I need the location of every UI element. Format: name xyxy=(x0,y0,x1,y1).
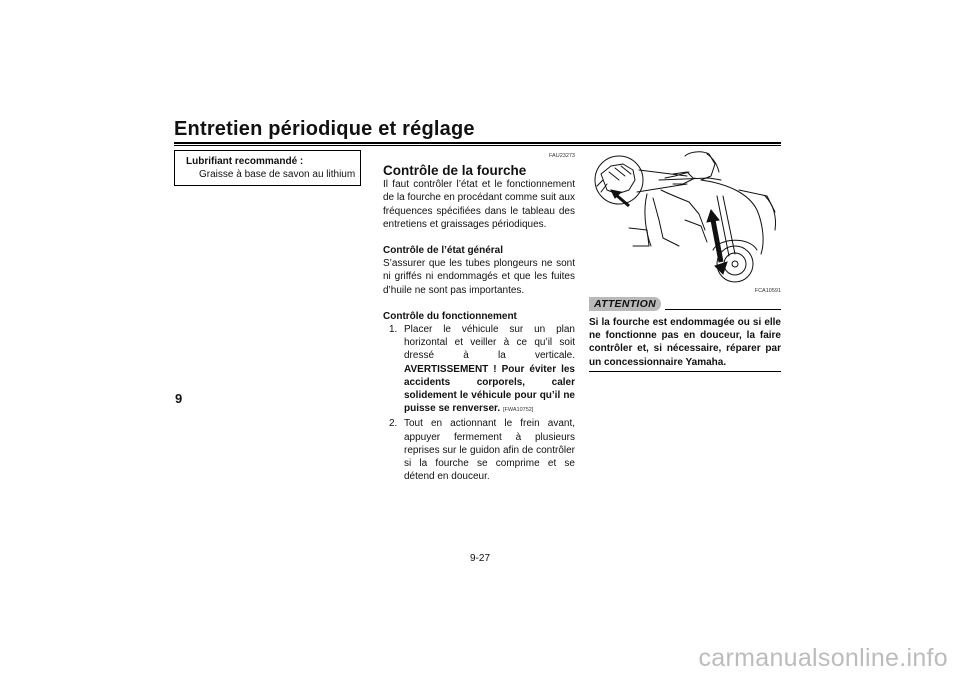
header-rule-thin xyxy=(174,145,781,146)
attention-text: Si la fourche est endommagée ou si elle ne fonctionne pas en douceur, la faire contrôler et, si nécessaire, réparer par un concessionnaire Yamaha. xyxy=(589,317,781,368)
header-rule xyxy=(174,142,781,144)
section-title: Contrôle de la fourche xyxy=(383,163,527,179)
lubricant-label: Lubrifiant recommandé : xyxy=(186,156,304,167)
step-2 xyxy=(383,417,575,483)
page-title: Entretien périodique et réglage xyxy=(174,118,475,140)
attention-end-rule xyxy=(589,371,781,372)
section-fork xyxy=(383,150,575,483)
lubricant-box xyxy=(174,150,361,186)
step-1 xyxy=(383,323,575,417)
section-intro: Il faut contrôler l’état et le fonctionnement de la fourche en procédant comme suit aux fréquences spécifiées dans le tableau des entretiens et graissages périodiques. xyxy=(383,179,575,230)
step-1-warning-code: [FWA10752] xyxy=(502,407,534,414)
step-2-number: 2. xyxy=(389,418,398,430)
attention-badge: ATTENTION xyxy=(589,297,661,311)
step-2-text: Tout en actionnant le frein avant, appuyer fermement à plusieurs reprises sur le guidon afin de contrôler si la fourche se comprime et se détend en douceur. xyxy=(404,418,575,483)
step-1-text: Placer le véhicule sur un plan horizontal et veiller à ce qu’il soit dressé à la verticale. xyxy=(404,324,575,362)
general-check-text: S’assurer que les tubes plongeurs ne sont ni griffés ni endommagés et que les fuites d’huile ne sont pas importantes. xyxy=(383,258,575,296)
page-number: 9-27 xyxy=(469,553,490,564)
attention-header xyxy=(589,297,781,311)
chapter-tab: 9 xyxy=(175,391,183,406)
watermark: carmanualsonline.info xyxy=(698,644,948,672)
section-code: FAU23273 xyxy=(549,153,575,159)
lubricant-value: Graisse à base de savon au lithium xyxy=(199,169,356,180)
step-1-warning: AVERTISSEMENT ! Pour éviter les accidents corporels, caler solidement le véhicule pour qu’il ne puisse se renverser. xyxy=(404,363,575,415)
figure-code: FCA10591 xyxy=(754,288,781,294)
step-1-number: 1. xyxy=(389,324,398,336)
operation-check-heading: Contrôle du fonctionnement xyxy=(383,310,517,322)
general-check-heading: Contrôle de l’état général xyxy=(383,245,504,257)
fork-check-illustration xyxy=(589,150,781,286)
attention-rule xyxy=(665,309,781,310)
